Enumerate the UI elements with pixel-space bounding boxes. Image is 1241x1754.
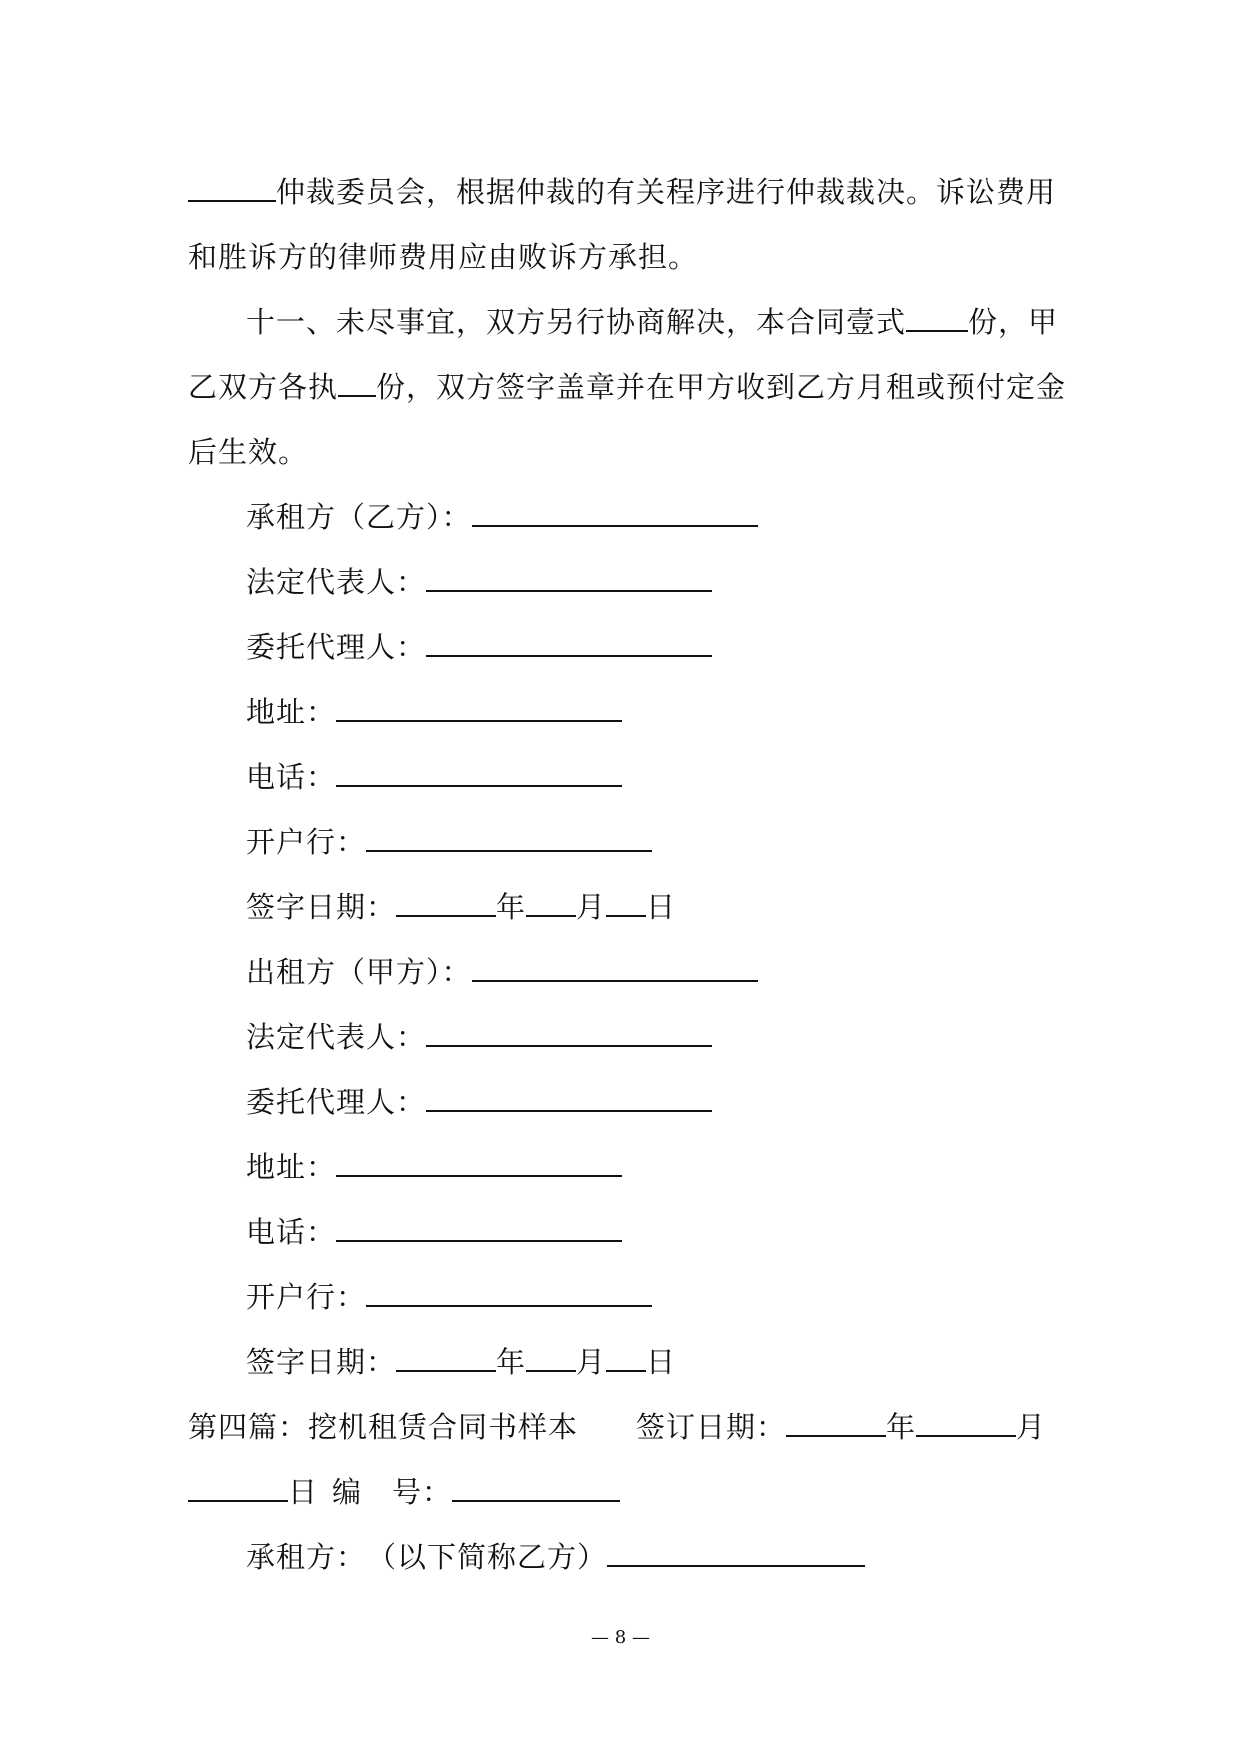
- section-4-number-line: [188, 1460, 1068, 1525]
- month-label: 月: [576, 1345, 607, 1379]
- field-label: 签订日期：: [636, 1410, 787, 1444]
- lessee-blank: [607, 1547, 865, 1567]
- paragraph-line: [188, 160, 1068, 225]
- field-label: 承租方（乙方）：: [246, 500, 472, 534]
- field-label: 签字日期：: [246, 890, 397, 924]
- year-blank: [786, 1417, 886, 1437]
- page-number: — 8 —: [591, 1627, 650, 1648]
- paragraph-line: [188, 420, 1068, 485]
- lessor-bank-line: [188, 1265, 1068, 1330]
- lessor-bank-blank: [366, 1287, 652, 1307]
- section-4-title-line: [188, 1395, 1068, 1460]
- text: 十一、未尽事宜，双方另行协商解决，本合同壹式: [246, 305, 907, 339]
- lessor-legal-rep-blank: [426, 1027, 712, 1047]
- section-title: 第四篇：挖机租赁合同书样本: [188, 1410, 579, 1444]
- field-label: 开户行：: [246, 1280, 367, 1314]
- lessee-address-blank: [336, 702, 622, 722]
- field-label: 承租方： （以下简称乙方）: [246, 1540, 608, 1574]
- contract-number-blank: [452, 1482, 620, 1502]
- lessee-phone-blank: [336, 767, 622, 787]
- lessor-legal-rep-line: [188, 1005, 1068, 1070]
- field-label: 开户行：: [246, 825, 367, 859]
- section-4-lessee-line: [188, 1525, 1068, 1590]
- paragraph-line: [188, 290, 1068, 355]
- paragraph-line: [188, 225, 1068, 290]
- field-label: 委托代理人：: [246, 630, 427, 664]
- day-label: 日: [646, 890, 677, 924]
- lessee-party-blank: [472, 507, 758, 527]
- year-blank: [396, 897, 496, 917]
- field-label: 电话：: [246, 1215, 337, 1249]
- lessee-bank-blank: [366, 832, 652, 852]
- lessor-agent-line: [188, 1070, 1068, 1135]
- year-label: 年: [496, 1345, 527, 1379]
- text: 和胜诉方的律师费用应由败诉方承担。: [188, 240, 699, 274]
- month-blank: [526, 897, 576, 917]
- lessor-party-blank: [472, 962, 758, 982]
- lessor-phone-blank: [336, 1222, 622, 1242]
- field-label: 法定代表人：: [246, 1020, 427, 1054]
- month-label: 月: [1016, 1410, 1047, 1444]
- lessee-legal-rep-line: [188, 550, 1068, 615]
- lessee-sign-date-line: [188, 875, 1068, 940]
- lessee-agent-blank: [426, 637, 712, 657]
- year-label: 年: [886, 1410, 917, 1444]
- month-label: 月: [576, 890, 607, 924]
- day-blank: [606, 1352, 646, 1372]
- day-label: 日: [646, 1345, 677, 1379]
- day-blank: [606, 897, 646, 917]
- lessor-address-blank: [336, 1157, 622, 1177]
- document-body: [188, 160, 1068, 1590]
- lessee-agent-line: [188, 615, 1068, 680]
- lessee-address-line: [188, 680, 1068, 745]
- lessor-address-line: [188, 1135, 1068, 1200]
- text: 后生效。: [188, 435, 309, 469]
- field-label: 法定代表人：: [246, 565, 427, 599]
- month-blank: [916, 1417, 1016, 1437]
- arbitration-blank: [188, 182, 276, 202]
- paragraph-line: [188, 355, 1068, 420]
- lessor-agent-blank: [426, 1092, 712, 1112]
- lessee-legal-rep-blank: [426, 572, 712, 592]
- lessor-phone-line: [188, 1200, 1068, 1265]
- lessee-bank-line: [188, 810, 1068, 875]
- day-blank: [188, 1482, 288, 1502]
- text: 份，双方签字盖章并在甲方收到乙方月租或预付定金: [376, 370, 1067, 404]
- field-label: 委托代理人：: [246, 1085, 427, 1119]
- field-label: 签字日期：: [246, 1345, 397, 1379]
- field-label: 编 号：: [332, 1475, 453, 1509]
- field-label: 电话：: [246, 760, 337, 794]
- field-label: 地址：: [246, 1150, 337, 1184]
- text: 仲裁委员会，根据仲裁的有关程序进行仲裁裁决。诉讼费用: [276, 175, 1057, 209]
- year-label: 年: [496, 890, 527, 924]
- day-label: 日: [288, 1475, 319, 1509]
- field-label: 地址：: [246, 695, 337, 729]
- lessee-phone-line: [188, 745, 1068, 810]
- text: 乙双方各执: [188, 370, 339, 404]
- lessor-sign-date-line: [188, 1330, 1068, 1395]
- lessee-party-line: [188, 485, 1068, 550]
- month-blank: [526, 1352, 576, 1372]
- year-blank: [396, 1352, 496, 1372]
- field-label: 出租方（甲方）：: [246, 955, 472, 989]
- text: 份，甲: [968, 305, 1059, 339]
- copies-total-blank: [906, 312, 968, 332]
- copies-each-blank: [338, 377, 376, 397]
- lessor-party-line: [188, 940, 1068, 1005]
